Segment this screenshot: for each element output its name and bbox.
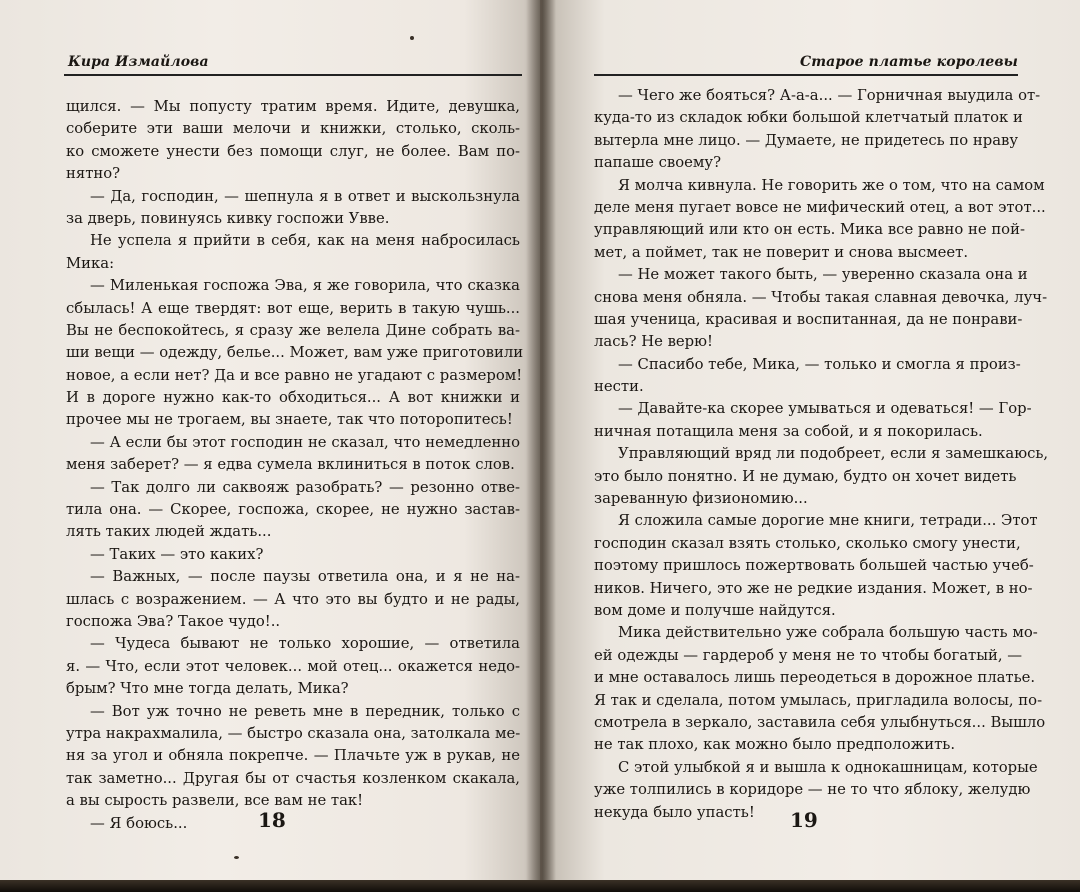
text-line: ня за угол и обняла покрепче. — Плачьте уж в рукав, не <box>66 747 520 765</box>
text-line: — Таких — это каких? <box>90 545 264 563</box>
text-line: так заметно... Другая бы от счастья козленком скакала, <box>66 769 520 787</box>
text-line: — Вот уж точно не реветь мне в передник, только с <box>90 702 520 720</box>
text-line: Не успела я прийти в себя, как на меня набросилась <box>90 232 520 250</box>
text-line: шлась с возражением. — А что это вы будто и не рады, <box>66 590 520 608</box>
text-line: госпожа Эва? Такое чудо!.. <box>66 612 281 630</box>
text-line: — Давайте-ка скорее умываться и одеваться! — Гор- <box>618 400 1032 418</box>
text-line: господин сказал взять столько, сколько смогу унести, <box>594 534 1021 552</box>
bottom-edge <box>0 880 1080 892</box>
right-page-text <box>594 85 1049 824</box>
text-line: а вы сырость развели, все вам не так! <box>66 792 364 810</box>
text-line: Управляющий вряд ли подобреет, если я замешкаюсь, <box>618 445 1049 463</box>
text-line: И в дороге нужно как-то обходиться... А вот книжки и <box>66 389 520 407</box>
text-line: зареванную физиономию... <box>594 490 808 508</box>
text-line: ши вещи — одежду, белье... Может, вам уже приготовили <box>66 344 524 362</box>
text-line: — Я боюсь... <box>90 814 188 832</box>
text-line: не так плохо, как можно было предположить. <box>594 736 956 754</box>
text-line: папаше своему? <box>594 154 722 172</box>
text-line: — Спасибо тебе, Мика, — только и смогла я произ- <box>618 355 1021 373</box>
text-line: брым? Что мне тогда делать, Мика? <box>66 680 349 698</box>
text-line: утра накрахмалила, — быстро сказала она, затолкала ме- <box>66 724 521 742</box>
left-page-text <box>66 96 524 835</box>
text-line: управляющий или кто он есть. Мика все равно не пой- <box>594 221 1025 239</box>
text-line: куда-то из складок юбки большой клетчатый платок и <box>594 109 1023 127</box>
right-page-number: 19 <box>790 808 818 832</box>
text-line: смотрела в зеркало, заставила себя улыбнуться... Вышло <box>594 713 1046 731</box>
text-line: — Не может такого быть, — уверенно сказала она и <box>618 266 1028 284</box>
text-line: лять таких людей ждать... <box>66 523 272 541</box>
text-line: за дверь, повинуясь кивку госпожи Увве. <box>66 209 390 227</box>
text-line: я. — Что, если этот человек... мой отец... окажется недо- <box>66 657 520 675</box>
left-header-rule <box>64 74 522 76</box>
text-line: Вы не беспокойтесь, я сразу же велела Дине собрать ва- <box>66 321 520 339</box>
text-line: шая ученица, красивая и воспитанная, да не понрави- <box>594 310 1023 328</box>
text-line: вом доме и получше найдутся. <box>594 601 836 619</box>
text-line: Я молча кивнула. Не говорить же о том, что на самом <box>618 176 1045 194</box>
right-page <box>540 0 1080 892</box>
text-line: лась? Не верю! <box>594 333 713 351</box>
text-line: это было понятно. И не думаю, будто он хочет видеть <box>594 467 1017 485</box>
text-line: сбылась! А еще твердят: вот еще, верить в такую чушь... <box>66 299 520 317</box>
text-line: Мика действительно уже собрала большую часть мо- <box>618 624 1038 642</box>
text-line: поэтому пришлось пожертвовать большей частью учеб- <box>594 557 1034 575</box>
text-line: деле меня пугает вовсе не мифический отец, а вот этот... <box>594 198 1046 216</box>
text-line: ников. Ничего, это же не редкие издания. Может, в но- <box>594 579 1033 597</box>
text-line: Я сложила самые дорогие мне книги, тетради... Этот <box>618 512 1038 530</box>
text-line: Мика: <box>66 254 115 272</box>
text-line: щился. — Мы попусту тратим время. Идите, девушка, <box>66 98 520 115</box>
text-line: и мне оставалось лишь переодеться в дорожное платье. <box>594 669 1036 687</box>
right-running-head: Старое платье королевы <box>800 54 1018 70</box>
text-line: ко сможете унести без помощи слуг, не более. Вам по- <box>66 142 520 160</box>
text-line: уже толпились в коридоре — не то что яблоку, желудю <box>594 781 1031 799</box>
text-line: — Чудеса бывают не только хорошие, — ответила <box>90 635 520 653</box>
text-line: нятно? <box>66 165 121 183</box>
book-gutter <box>526 0 556 892</box>
text-line: снова меня обняла. — Чтобы такая славная девочка, луч- <box>594 288 1048 306</box>
text-line: меня заберет? — я едва сумела вклиниться в поток слов. <box>66 456 515 474</box>
text-line: С этой улыбкой я и вышла к однокашницам, которые <box>618 758 1038 776</box>
text-line: прочее мы не трогаем, вы знаете, так что поторопитесь! <box>66 411 513 429</box>
text-line: соберите эти ваши мелочи и книжки, столько, сколь- <box>66 120 520 138</box>
text-line: — Миленькая госпожа Эва, я же говорила, что сказка <box>90 277 520 295</box>
paper-speck <box>234 856 239 859</box>
text-line: — Чего же бояться? А-а-а... — Горничная выудила от- <box>618 87 1041 104</box>
text-line: мет, а поймет, так не поверит и снова высмеет. <box>594 243 969 261</box>
text-line: ей одежды — гардероб у меня не то чтобы богатый, — <box>594 646 1023 664</box>
paper-speck <box>410 36 414 40</box>
text-line: некуда было упасть! <box>594 803 755 821</box>
text-line: нести. <box>594 378 644 396</box>
text-line: новое, а если нет? Да и все равно не угадают с размером! <box>66 366 523 384</box>
left-running-head: Кира Измайлова <box>68 54 209 70</box>
left-page-number: 18 <box>258 808 286 832</box>
text-line: — Важных, — после паузы ответила она, и я не на- <box>90 568 520 586</box>
right-header-rule <box>594 74 1018 76</box>
text-line: — А если бы этот господин не сказал, что немедленно <box>90 433 520 451</box>
text-line: ничная потащила меня за собой, и я покорилась. <box>594 422 983 440</box>
text-line: вытерла мне лицо. — Думаете, не придетесь по нраву <box>594 131 1019 149</box>
text-line: тила она. — Скорее, госпожа, скорее, не нужно застав- <box>66 501 520 519</box>
text-line: — Так долго ли саквояж разобрать? — резонно отве- <box>90 478 520 496</box>
text-line: — Да, господин, — шепнула я в ответ и выскользнула <box>90 187 520 205</box>
text-line: Я так и сделала, потом умылась, пригладила волосы, по- <box>594 691 1043 709</box>
